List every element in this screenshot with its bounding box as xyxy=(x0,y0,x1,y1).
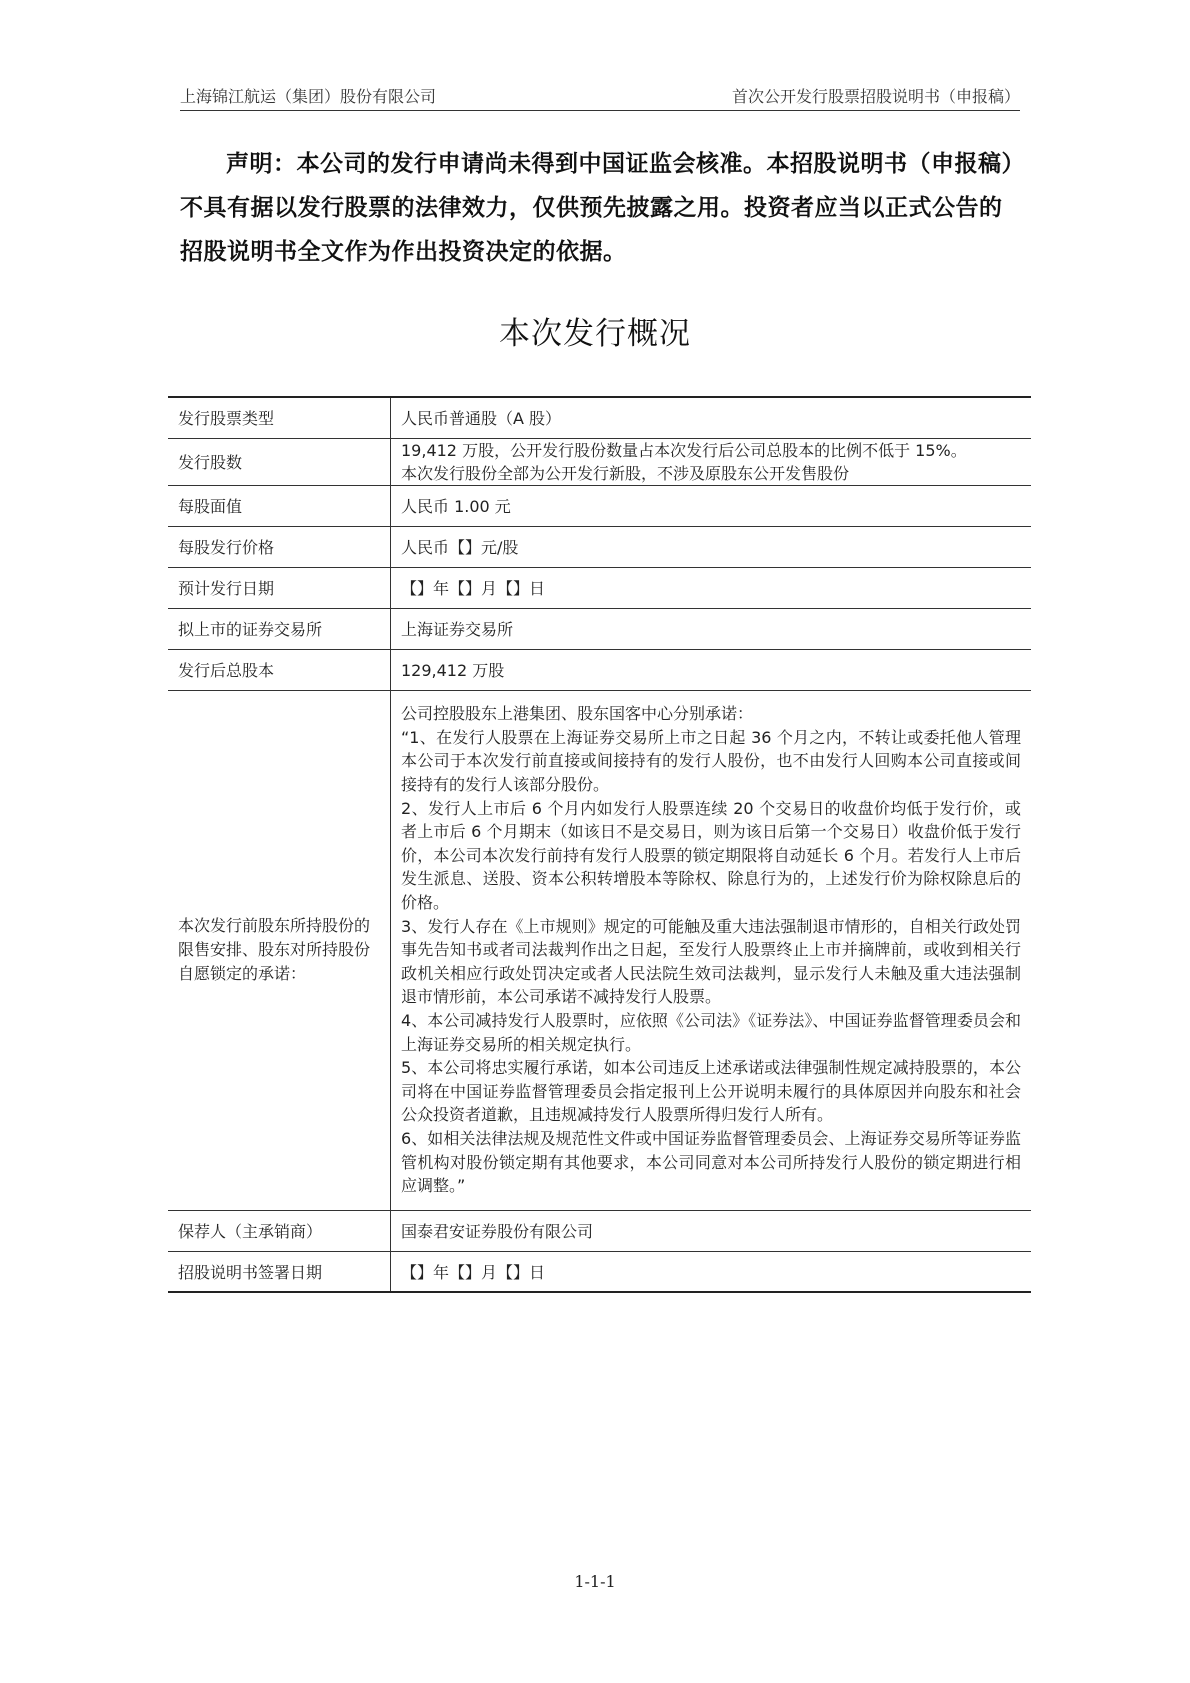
row-label: 发行后总股本 xyxy=(168,649,391,690)
commitment-paragraph: 4、本公司减持发行人股票时，应依照《公司法》《证券法》、中国证券监督管理委员会和上海证券交易所的相关规定执行。 xyxy=(401,1010,1021,1054)
table-row xyxy=(168,438,1031,485)
table-row xyxy=(168,1251,1031,1292)
commitment-paragraph: 3、发行人存在《上市规则》规定的可能触及重大违法强制退市情形的，自相关行政处罚事先告知书或者司法裁判作出之日起，至发行人股票终止上市并摘牌前，或收到相关行政机关相应行政处罚决定或者人民法院生效司法裁判，显示发行人未触及重大违法强制退市情形前，本公司承诺不减持发行人股票。 xyxy=(401,916,1021,1007)
table-row xyxy=(168,567,1031,608)
row-label: 发行股票类型 xyxy=(168,397,391,438)
disclaimer-statement: 声明：本公司的发行申请尚未得到中国证监会核准。本招股说明书（申报稿）不具有据以发行股票的法律效力，仅供预先披露之用。投资者应当以正式公告的招股说明书全文作为作出投资决定的依据。 xyxy=(180,150,1014,265)
row-label: 每股面值 xyxy=(168,485,391,526)
commitment-paragraph: 5、本公司将忠实履行承诺，如本公司违反上述承诺或法律强制性规定减持股票的，本公司将在中国证券监督管理委员会指定报刊上公开说明未履行的具体原因并向股东和社会公众投资者道歉，且违规减持发行人股票所得归发行人所有。 xyxy=(401,1058,1021,1125)
table-row xyxy=(168,649,1031,690)
commitment-paragraph: 6、如相关法律法规及规范性文件或中国证券监督管理委员会、上海证券交易所等证券监管机构对股份锁定期有其他要求，本公司同意对本公司所持发行人股份的锁定期进行相应调整。” xyxy=(401,1128,1021,1196)
value-line: 本次发行股份全部为公开发行新股，不涉及原股东公开发售股份 xyxy=(401,463,850,483)
header-company: 上海锦江航运（集团）股份有限公司 xyxy=(180,87,437,106)
row-label: 每股发行价格 xyxy=(168,526,391,567)
row-value: 人民币【】元/股 xyxy=(391,526,1032,567)
row-value: 人民币普通股（A 股） xyxy=(391,397,1032,438)
commitment-text xyxy=(391,690,1032,1210)
page-number: 1-1-1 xyxy=(574,1572,616,1591)
row-label: 招股说明书签署日期 xyxy=(168,1251,391,1292)
row-value: 国泰君安证券股份有限公司 xyxy=(391,1210,1032,1251)
row-value: 人民币 1.00 元 xyxy=(391,485,1032,526)
row-label: 预计发行日期 xyxy=(168,567,391,608)
row-value: 【】年【】月【】日 xyxy=(391,567,1032,608)
header-doc-title: 首次公开发行股票招股说明书（申报稿） xyxy=(731,87,1020,106)
table-row xyxy=(168,690,1031,1210)
table-row xyxy=(168,485,1031,526)
row-label: 保荐人（主承销商） xyxy=(168,1210,391,1251)
commitment-paragraph: 2、发行人上市后 6 个月内如发行人股票连续 20 个交易日的收盘价均低于发行价，或者上市后 6 个月期末（如该日不是交易日，则为该日后第一个交易日）收盘价低于发行价，本公司本次发行前持有发行人股票的锁定期限将自动延长 6 个月。若发行人上市后发生派息、送股、资本公积转增股本等除权、除息行为的，上述发行价为除权除息后的价格。 xyxy=(401,798,1021,913)
row-value: 上海证券交易所 xyxy=(391,608,1032,649)
row-value: 【】年【】月【】日 xyxy=(391,1251,1032,1292)
table-row xyxy=(168,397,1031,438)
commitment-paragraph: “1、在发行人股票在上海证券交易所上市之日起 36 个月之内，不转让或委托他人管理本公司于本次发行前直接或间接持有的发行人股份，也不由发行人回购本公司直接或间接持有的发行人该部分股份。 xyxy=(401,727,1021,795)
offering-overview-table xyxy=(168,396,1031,1293)
table-row xyxy=(168,608,1031,649)
table-row xyxy=(168,526,1031,567)
row-label: 本次发行前股东所持股份的限售安排、股东对所持股份自愿锁定的承诺： xyxy=(168,690,391,1210)
value-line: 19,412 万股，公开发行股份数量占本次发行后公司总股本的比例不低于 15%。 xyxy=(401,440,967,460)
row-value: 129,412 万股 xyxy=(391,649,1032,690)
page-header xyxy=(180,84,1020,111)
row-label: 拟上市的证券交易所 xyxy=(168,608,391,649)
page-title: 本次发行概况 xyxy=(499,316,691,352)
row-label: 发行股数 xyxy=(168,438,391,485)
commitment-paragraph: 公司控股股东上港集团、股东国客中心分别承诺： xyxy=(401,704,754,724)
table-row xyxy=(168,1210,1031,1251)
row-value xyxy=(391,438,1032,485)
